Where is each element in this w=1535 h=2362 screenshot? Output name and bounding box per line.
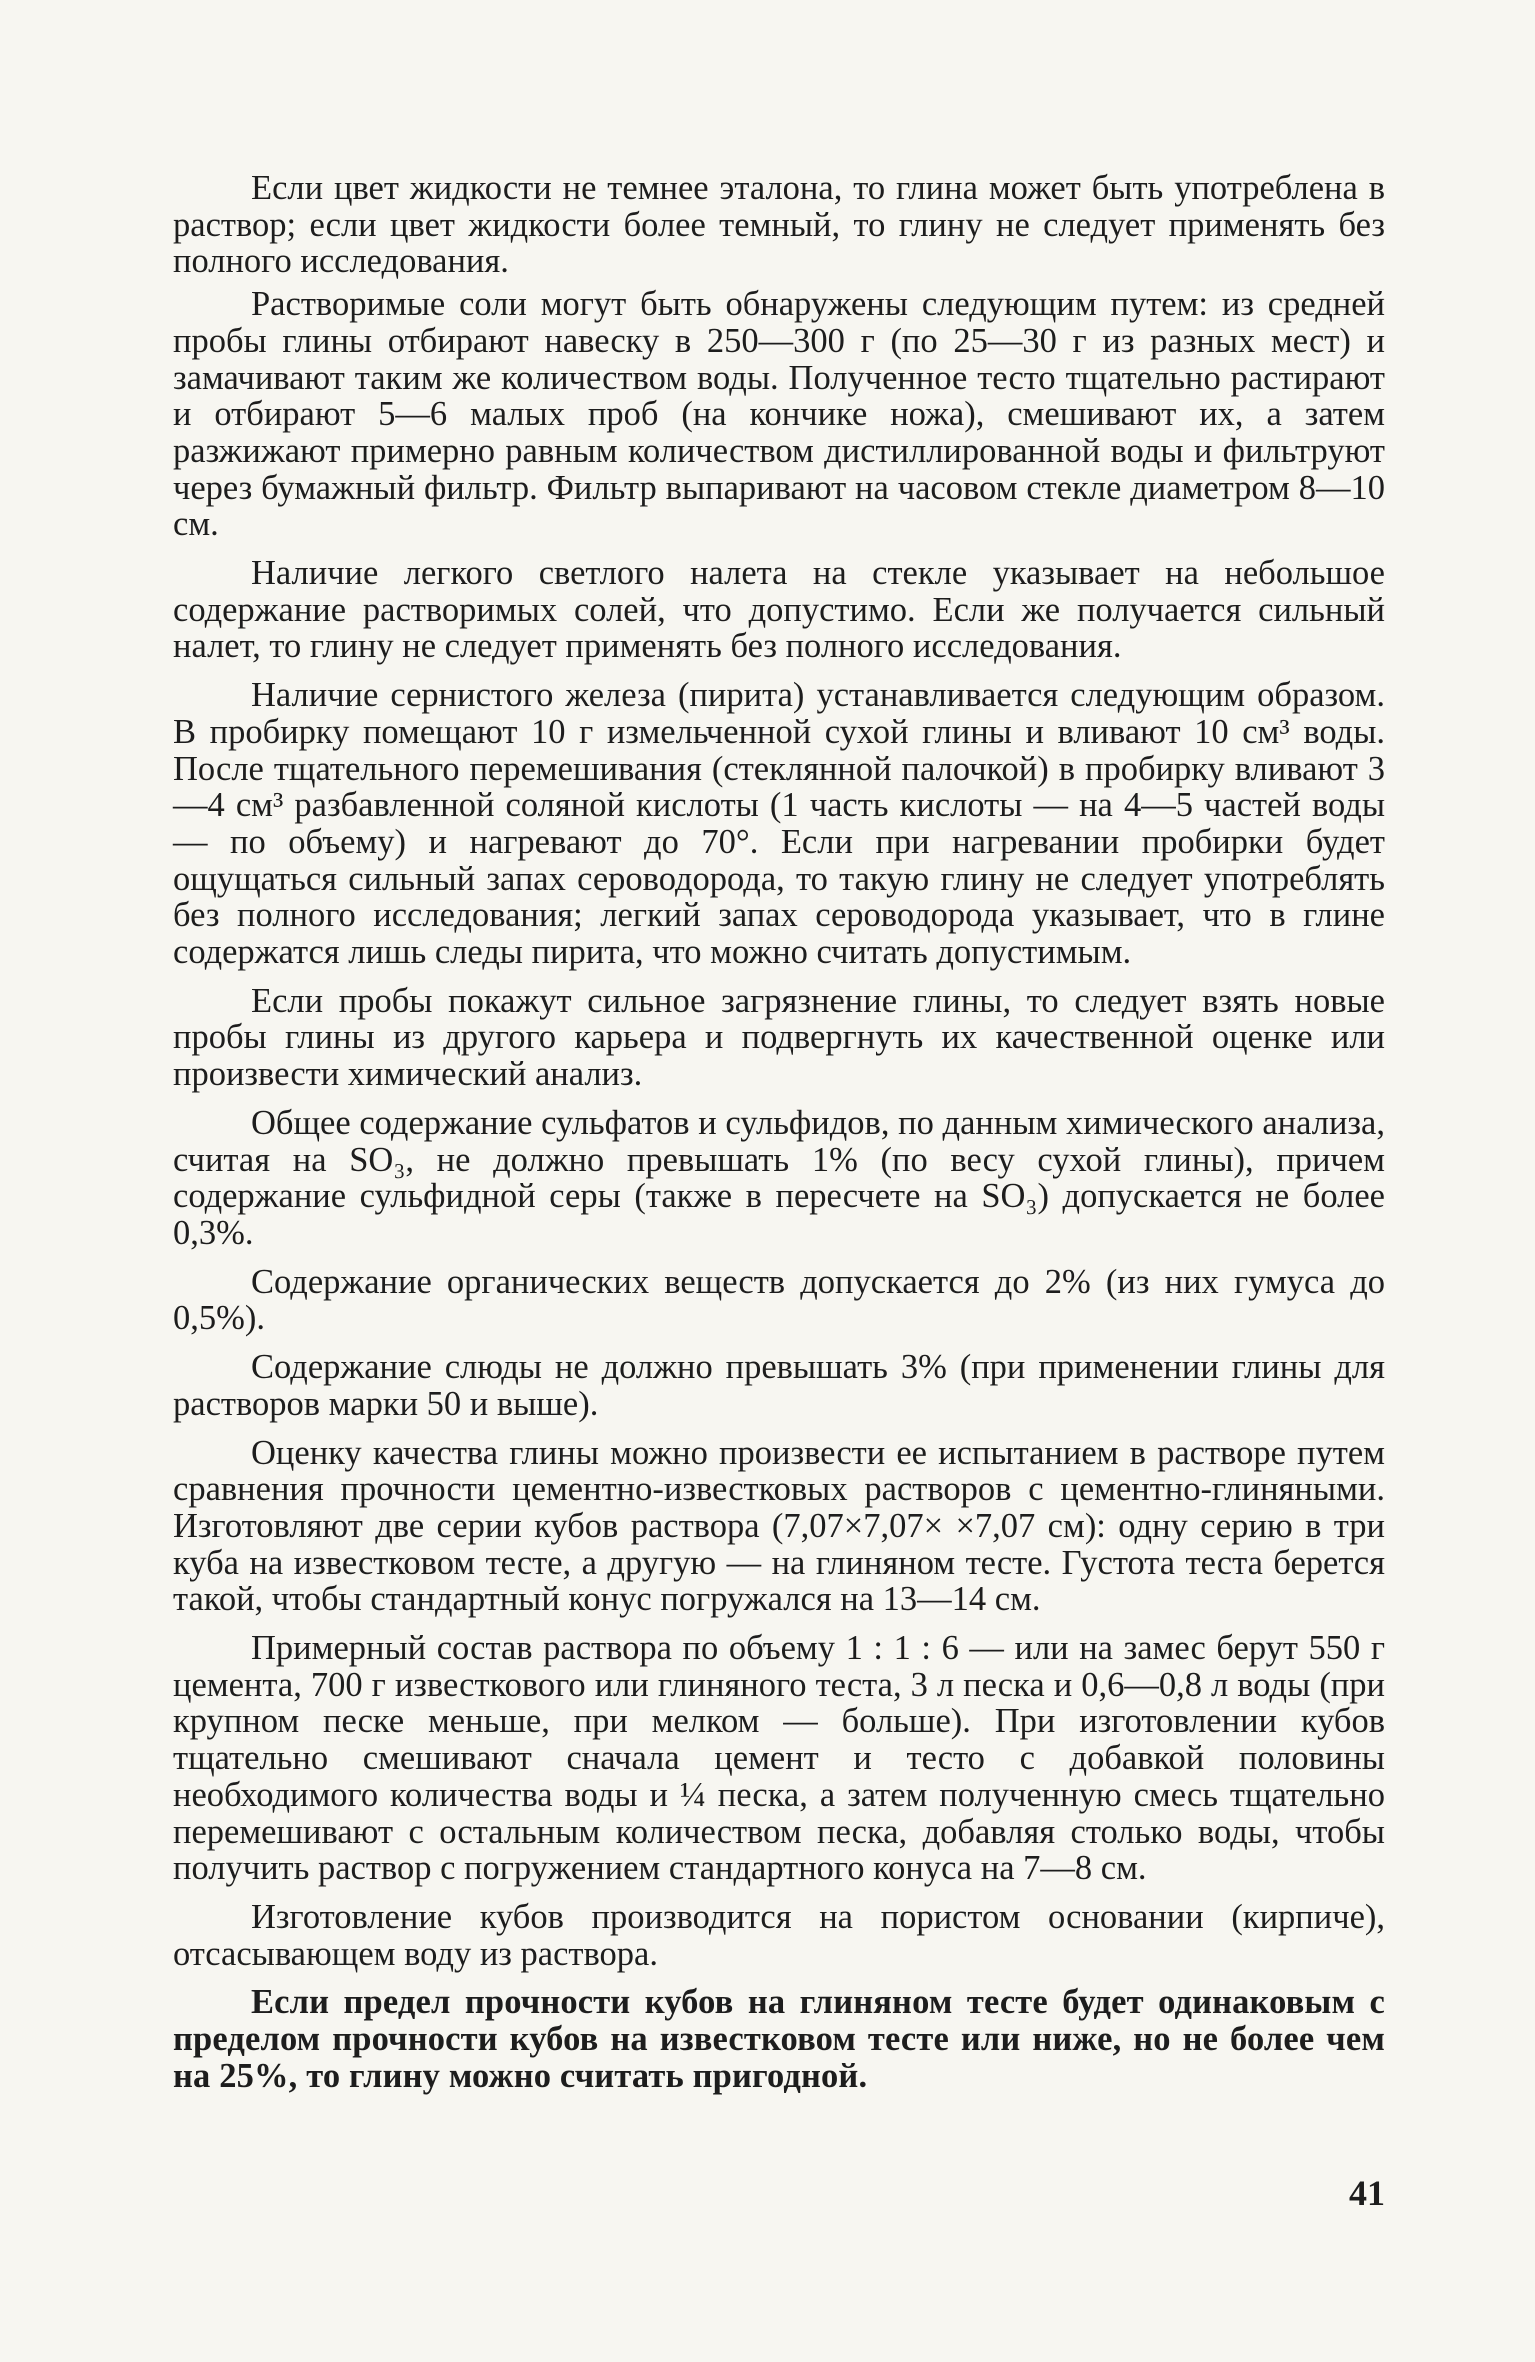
paragraph-color-test: Если цвет жидкости не темнее эталона, то глина может быть употреблена в раствор; если цвет жидкости более темный, то глину не следует применять без полного исследования. xyxy=(173,169,1385,281)
paragraph-soluble-salts-method: Растворимые соли могут быть обнаружены следующим путем: из средней пробы глины отбирают навеску в 250—300 г (по 25—30 г из разных мест) и замачивают таким же количеством воды. Полученное тесто тщательно растирают и отбирают 5—6 малых проб (на кончике ножа), смешивают их, а затем разжижают примерно равным количеством дистиллированной воды и фильтруют через бумажный фильтр. Фильтр выпаривают на часовом стекле диаметром 8—10 см. xyxy=(173,285,1385,544)
paragraph-cube-base: Изготовление кубов производится на пористом основании (кирпиче), отсасывающем воду из раствора. xyxy=(173,1897,1385,1973)
paragraph-sulfates: Общее содержание сульфатов и сульфидов, по данным химического анализа, считая на SO₃, не должно превышать 1% (по весу сухой глины), причем содержание сульфидной серы (также в пересчете на SO₃) допускается не более 0,3%. xyxy=(173,1103,1385,1252)
paragraph-conclusion: Если предел прочности кубов на глиняном тесте будет одинаковым с пределом прочности кубов на известковом тесте или ниже, но не более чем на 25%, то глину можно считать пригодной. xyxy=(173,1983,1385,2095)
paragraph-mica: Содержание слюды не должно превышать 3% (при применении глины для растворов марки 50 и выше). xyxy=(173,1348,1385,1423)
paragraph-organic: Содержание органических веществ допускается до 2% (из них гумуса до 0,5%). xyxy=(173,1262,1385,1338)
page-body xyxy=(173,170,1385,2106)
paragraph-mix-composition: Примерный состав раствора по объему 1 : 1 : 6 — или на замес берут 550 г цемента, 700 г известкового или глиняного теста, 3 л песка и 0,6—0,8 л воды (при крупном песке меньше, при мелком — больше). При изготовлении кубов тщательно смешивают сначала цемент и тесто с добавкой половины необходимого количества воды и ¼ песка, а затем полученную смесь тщательно перемешивают с остальным количеством песка, добавляя столько воды, чтобы получить раствор с погружением стандартного конуса на 7—8 см. xyxy=(173,1629,1385,1888)
paragraph-quality-test: Оценку качества глины можно произвести ее испытанием в растворе путем сравнения прочности цементно-известковых растворов с цементно-глиняными. Изготовляют две серии кубов раствора (7,07×7,07× ×7,07 см): одну серию в три куба на известковом тесте, а другую — на глиняном тесте. Густота теста берется такой, чтобы стандартный конус погружался на 13—14 см. xyxy=(173,1433,1385,1619)
paragraph-pyrite-test: Наличие сернистого железа (пирита) устанавливается следующим образом. В пробирку помещают 10 г измельченной сухой глины и вливают 10 см³ воды. После тщательного перемешивания (стеклянной палочкой) в пробирку вливают 3—4 см³ разбавленной соляной кислоты (1 часть кислоты — на 4—5 частей воды — по объему) и нагревают до 70°. Если при нагревании пробирки будет ощущаться сильный запах сероводорода, то такую глину не следует употреблять без полного исследования; легкий запах сероводорода указывает, что в глине содержатся лишь следы пирита, что можно считать допустимым. xyxy=(173,676,1385,972)
paragraph-soluble-salts-result: Наличие легкого светлого налета на стекле указывает на небольшое содержание растворимых солей, что допустимо. Если же получается сильный налет, то глину не следует применять без полного исследования. xyxy=(173,554,1385,666)
paragraph-contamination: Если пробы покажут сильное загрязнение глины, то следует взять новые пробы глины из другого карьера и подвергнуть их качественной оценке или произвести химический анализ. xyxy=(173,981,1385,1094)
page-number: 41 xyxy=(1349,2173,1385,2213)
